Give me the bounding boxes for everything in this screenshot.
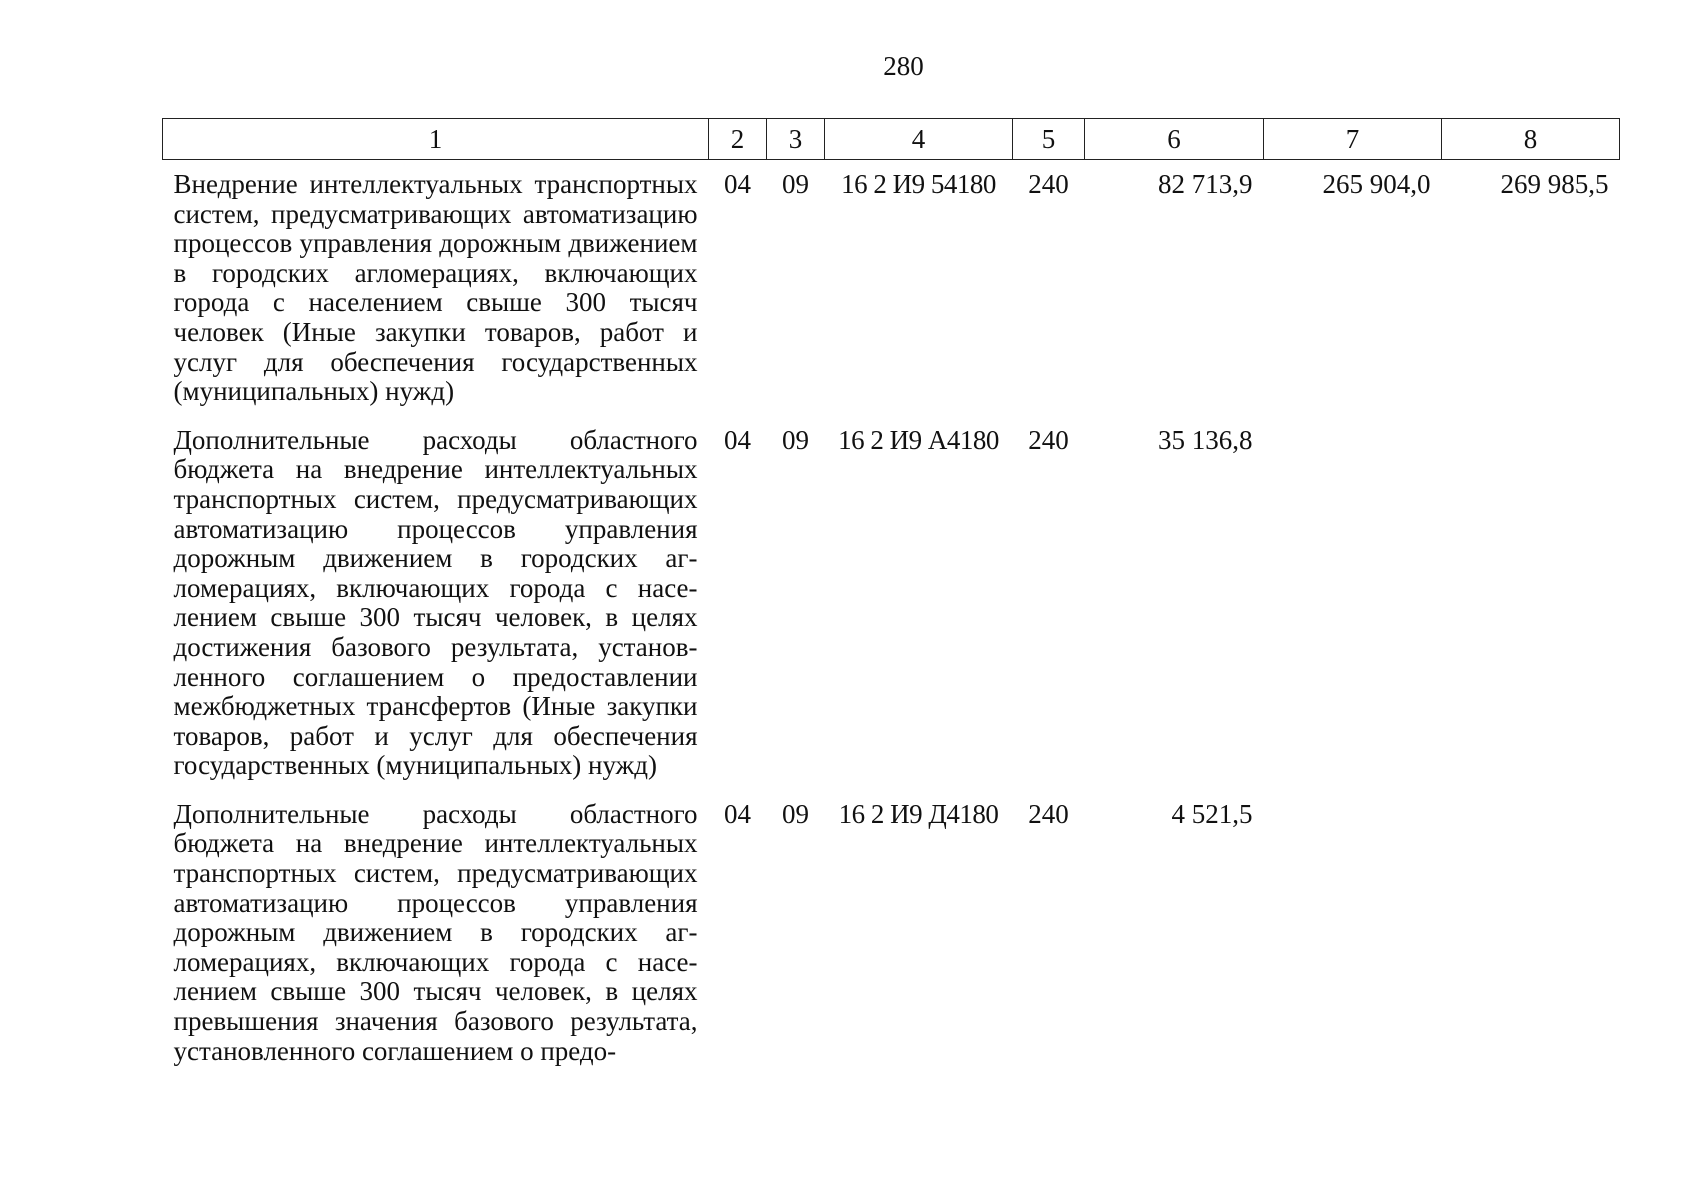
row-col4: 16 2 И9 54180 <box>841 169 996 199</box>
row-col8 <box>1442 416 1620 790</box>
row-col5: 240 <box>1028 798 1069 829</box>
row-col2: 04 <box>724 169 751 199</box>
column-header-8: 8 <box>1442 119 1620 160</box>
row-col2: 04 <box>724 424 751 455</box>
row-col3: 09 <box>782 798 809 829</box>
row-col8 <box>1442 790 1620 1075</box>
column-header-7: 7 <box>1264 119 1442 160</box>
table-row <box>163 160 1620 416</box>
row-description: Дополнительные расходы областного бюджета на внедрение интеллектуальных транспортных систем, предусматривающих автоматизацию процессов управления дорожным движением в городских агломерациях, включающих города с населением свыше 300 тысяч человек, в целях достижения базового результата, установленного соглашением о предоставлении межбюджетных трансфертов (Иные закупки товаров, работ и услуг для обеспечения государственных (муниципальных) нужд) <box>173 424 698 781</box>
row-col8: 269 985,5 <box>1500 169 1609 199</box>
row-col6: 4 521,5 <box>1171 798 1253 829</box>
table-row <box>163 416 1620 790</box>
row-col7 <box>1264 416 1442 790</box>
column-header-2: 2 <box>709 119 767 160</box>
column-header-5: 5 <box>1013 119 1085 160</box>
row-col6: 35 136,8 <box>1158 424 1253 455</box>
row-col7: 265 904,0 <box>1322 169 1431 199</box>
table-row <box>163 790 1620 1075</box>
page-number: 280 <box>883 51 924 81</box>
row-col5: 240 <box>1028 169 1069 199</box>
row-col3: 09 <box>782 169 809 199</box>
column-header-6: 6 <box>1085 119 1264 160</box>
column-header-3: 3 <box>767 119 825 160</box>
row-col3: 09 <box>782 424 809 455</box>
header-row <box>163 119 1620 160</box>
row-col4: 16 2 И9 А4180 <box>838 424 999 455</box>
row-description: Внедрение интеллектуальных транспортных систем, предусматривающих автоматизацию процессов управления дорожным движением в городских агломерациях, включающих города с населением свыше 300 тысяч человек (Иные закупки товаров, работ и услуг для обеспечения государственных (муниципальных) нужд) <box>173 169 698 407</box>
column-header-4: 4 <box>825 119 1013 160</box>
budget-table <box>162 118 1620 1075</box>
row-col2: 04 <box>724 798 751 829</box>
column-header-1: 1 <box>163 119 709 160</box>
row-col4: 16 2 И9 Д4180 <box>838 798 999 829</box>
row-col6: 82 713,9 <box>1158 169 1253 199</box>
row-description: Дополнительные расходы областного бюджета на внедрение интеллектуальных транспортных систем, предусматривающих автоматизацию процессов управления дорожным движением в городских агломерациях, включающих города с населением свыше 300 тысяч человек, в целях превышения значения базового результата, установленного соглашением о предо- <box>173 798 698 1066</box>
row-col5: 240 <box>1028 424 1069 455</box>
row-col7 <box>1264 790 1442 1075</box>
